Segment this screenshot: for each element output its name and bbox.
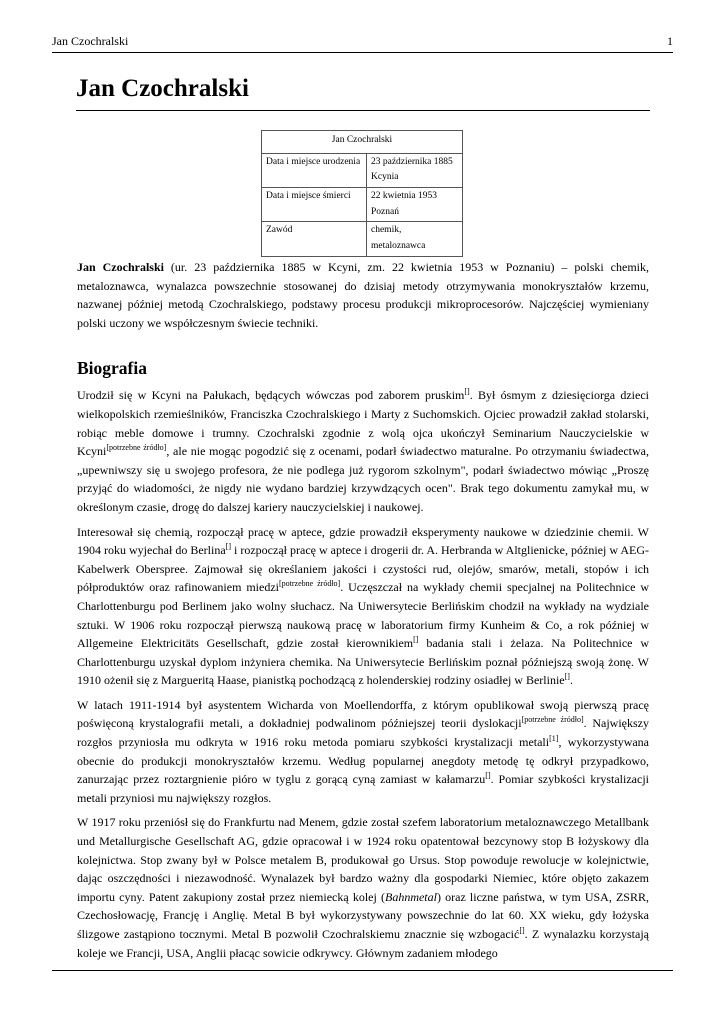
- citation-link[interactable]: []: [225, 542, 231, 552]
- footer-divider: [52, 970, 673, 971]
- infobox-value: [367, 188, 463, 222]
- infobox-row-birth: [262, 153, 463, 187]
- biography-paragraph-3: W latach 1911-1914 był asystentem Wicharda von Moellendorffa, z którym opublikował swoją pierwszą pracę poświęconą krystalografii metali, a dokładniej podwalinom późniejszej teorii dyslokacji[potrzebne źródło]. Największy rozgłos przyniosła mu odkryta w 1916 roku metoda pomiaru szybkości krystalizacji metali[1], wykorzystywana obecnie do produkcji monokryształów krzemu. Według popularnej anegdoty metodę tę odkrył przypadkowo, zanurzając przez roztargnienie pióro w tyglu z gorącą cyną zamiast w kałamarzu[]. Pomiar szybkości krystalizacji metali przyniosi mu największy rozgłos.: [77, 697, 650, 805]
- biography-paragraph-2: Interesował się chemią, rozpoczął pracę w aptece, gdzie prowadził eksperymenty naukowe w dziedzinie chemii. W 1904 roku wyjechał do Berlina[] i rozpoczął pracę w aptece i drogerii dr. A. Herbranda w Altglienicke, później w AEG-Kabelwerk Oberspree. Zajmował się określaniem jakości i czystości rud, olejów, smarów, metali, stopów i ich półproduktów oraz rafinowaniem miedzi[potrzebne źródło]. Uczęszczał na wykłady chemii specjalnej na Politechnice w Charlottenburgu pod Berlinem jako wolny słuchacz. Na Uniwersytecie Berlińskim chodził na wykłady na wydziale sztuki. W 1906 roku rozpoczął pierwszą naukową pracę w laboratorium firmy Kunheim & Co, a rok później w Allgemeine Elektricitäts Gesellschaft, gdzie został kierownikiem[] badania stali i żelaza. Na Politechnice w Charlottenburgu uzyskał dyplom inżyniera chemika. Na Uniwersytecie Berlińskim poznał późniejszą swoją żonę. W 1910 ożenił się z Margueritą Haase, pianistką pochodzącą z holenderskiej rodziny osiadłej w Berlinie[].: [77, 524, 650, 688]
- infobox-value-date: 23 października 1885: [371, 156, 453, 167]
- intro-name: Jan Czochralski: [77, 260, 164, 274]
- article-body: [77, 258, 649, 968]
- page-number: 1: [667, 34, 673, 48]
- infobox-value-date: 22 kwietnia 1953: [371, 191, 437, 202]
- citation-needed-link[interactable]: [potrzebne źródło]: [279, 579, 341, 589]
- infobox-value-occupation: chemik, metaloznawca: [371, 225, 426, 252]
- infobox-label: Data i miejsce śmierci: [262, 188, 367, 222]
- infobox-row-death: [262, 188, 463, 222]
- citation-link[interactable]: []: [519, 926, 525, 935]
- intro-paragraph: Jan Czochralski (ur. 23 października 1885 w Kcyni, zm. 22 kwietnia 1953 w Poznaniu) – polski chemik, metaloznawca, wynalazca powszechnie stosowanej do dzisiaj metody otrzymywania monokryształów krzemu, nazwanej później metodą Czochralskiego, podstawy procesu produkcji mikroprocesorów. Najczęściej wymieniany polski uczony we współczesnym świecie techniki.: [77, 260, 649, 330]
- infobox-caption: Jan Czochralski: [262, 131, 463, 154]
- italic-term: Bahnmetal: [384, 889, 437, 904]
- infobox-value: [367, 153, 463, 187]
- infobox-label: Zawód: [262, 222, 367, 256]
- citation-link[interactable]: [1]: [549, 734, 559, 744]
- page-title: Jan Czochralski: [76, 74, 650, 111]
- infobox-value-place: Poznań: [371, 206, 399, 217]
- biography-paragraph-4: W 1917 roku przeniósł się do Frankfurtu nad Menem, gdzie został szefem laboratorium metaloznawczego Metallbank und Metallurgische Gesellschaft AG, gdzie opracował i w 1924 roku opatentował bezcynowy stop B łożyskowy dla kolejnictwa. Stop zwany był w Polsce metalem B, produkował go Ursus. Stop powoduje rewolucje w kolejnictwie, dając oszczędności i niezawodność. Wynalazek był bardzo ważny dla gospodarki Niemiec, które objęto zakazem importu cyny. Patent zakupiony został przez niemiecką kolej (Bahnmetal) oraz liczne państwa, w tym USA, ZSRR, Czechosłowację, Francję i Anglię. Metal B był wykorzystywany powszechnie do lat 60. XX wieku, gdy łożyska ślizgowe zastąpiono tocznymi. Metal B pozwolił Czochralskiemu znacznie się wzbogacić[]. Z wynalazku korzystają koleje we Francji, USA, Anglii płacąc sowicie odkrywcy. Głównym zadaniem młodego: [77, 815, 649, 960]
- citation-link[interactable]: []: [464, 387, 470, 397]
- infobox-value-place: Kcynia: [371, 172, 399, 183]
- running-header: [52, 34, 673, 53]
- infobox: [261, 130, 463, 257]
- citation-needed-link[interactable]: [potrzebne źródło]: [106, 443, 167, 453]
- citation-needed-link[interactable]: [potrzebne źródło]: [521, 715, 584, 725]
- biography-paragraph-1: Urodził się w Kcyni na Pałukach, będących wówczas pod zaborem pruskim[]. Był ósmym z dziesięciorga dzieci wielkopolskich rzemieślników, Franciszka Czochralskiego i Marty z Suchomskich. Ojciec prowadził zakład stolarski, robiąc meble domowe i trumny. Czochralski zgodnie z wolą ojca ukończył Seminarium Nauczycielskie w Kcyni[potrzebne źródło], ale nie mogąc pogodzić się z ocenami, podarł świadectwo maturalne. Po otrzymaniu świadectwa, „upewniwszy się u swojego profesora, że nie podlega już rygorom szkolnym", podarł świadectwo mówiąc „Proszę przyjąć do wiadomości, że nigdy nie wydano bardziej krzywdzących ocen". Brak tego dokumentu zamykał mu, w określonym czasie, drogę do dalszej kariery nauczycielskiej i naukowej.: [77, 387, 650, 514]
- section-heading-biografia: Biografia: [77, 358, 147, 379]
- citation-link[interactable]: []: [413, 635, 419, 645]
- infobox-value: [367, 222, 463, 256]
- infobox-row-occupation: [262, 222, 463, 256]
- citation-link[interactable]: []: [564, 672, 570, 682]
- citation-link[interactable]: []: [485, 771, 491, 781]
- running-header-title: Jan Czochralski: [52, 34, 129, 48]
- infobox-label: Data i miejsce urodzenia: [262, 153, 367, 187]
